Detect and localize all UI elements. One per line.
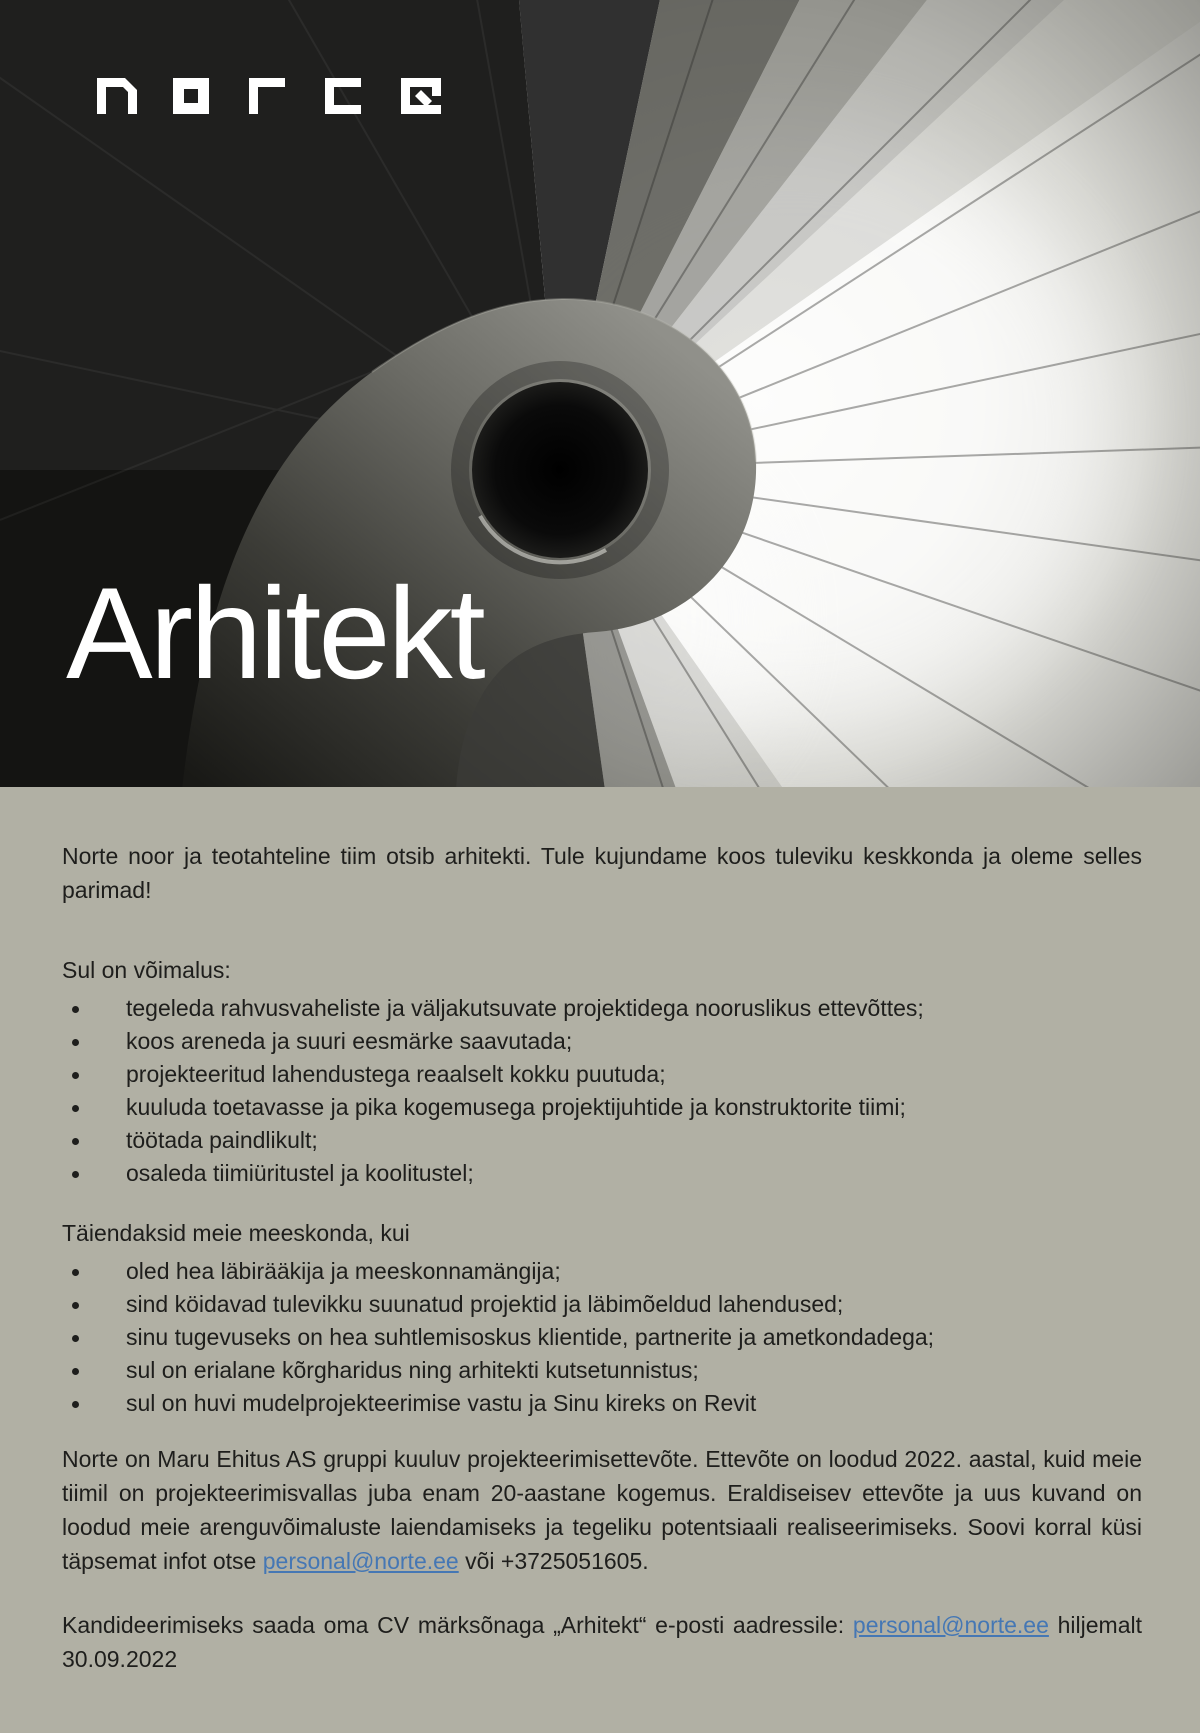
bullet-icon xyxy=(72,1269,79,1276)
logo-letter-e xyxy=(401,78,441,114)
intro-paragraph: Norte noor ja teotahteline tiim otsib arhitekti. Tule kujundame koos tuleviku keskkonda ja oleme selles parimad! xyxy=(62,843,1142,903)
list-item-text: sind köidavad tulevikku suunatud projektid ja läbimõeldud lahendused; xyxy=(126,1291,844,1317)
job-title: Arhitekt xyxy=(66,560,483,706)
list-item-text: oled hea läbirääkija ja meeskonnamängija; xyxy=(126,1258,561,1284)
team-fit-heading: Täiendaksid meie meeskonda, kui xyxy=(62,1220,410,1246)
list-item xyxy=(62,1354,1142,1387)
bullet-icon xyxy=(72,1302,79,1309)
list-item xyxy=(62,1058,1142,1091)
norte-logo xyxy=(97,78,441,114)
list-item xyxy=(62,992,1142,1025)
opportunities-list xyxy=(62,992,1142,1190)
apply-paragraph xyxy=(62,1608,1142,1676)
apply-text-after: hiljemalt 30.09.2022 xyxy=(62,1612,1142,1672)
email-link[interactable]: personal@norte.ee xyxy=(262,1548,459,1574)
apply-text-before: Kandideerimiseks saada oma CV märksõnaga „Arhitekt“ e-posti aadressile: xyxy=(62,1612,853,1638)
team-fit-list xyxy=(62,1255,1142,1420)
bullet-icon xyxy=(72,1138,79,1145)
list-item-text: koos areneda ja suuri eesmärke saavutada; xyxy=(126,1028,573,1054)
list-item xyxy=(62,1255,1142,1288)
bullet-icon xyxy=(72,1401,79,1408)
bullet-icon xyxy=(72,1368,79,1375)
logo-letter-t xyxy=(325,78,361,114)
list-item-text: sul on huvi mudelprojekteerimise vastu ja Sinu kireks on Revit xyxy=(126,1390,757,1416)
list-item xyxy=(62,1025,1142,1058)
list-item-text: sul on erialane kõrgharidus ning arhitekti kutsetunnistus; xyxy=(126,1357,699,1383)
list-item xyxy=(62,1288,1142,1321)
list-item-text: osaleda tiimiüritustel ja koolitustel; xyxy=(126,1160,474,1186)
list-item xyxy=(62,1321,1142,1354)
list-item xyxy=(62,1157,1142,1190)
bullet-icon xyxy=(72,1039,79,1046)
bullet-icon xyxy=(72,1335,79,1342)
opportunities-heading: Sul on võimalus: xyxy=(62,957,231,983)
about-text-before: Norte on Maru Ehitus AS gruppi kuuluv projekteerimisettevõte. Ettevõte on loodud 2022. aastal, kuid meie tiimil on projekteerimisvallas juba enam 20-aastane kogemus. Eraldiseisev ettevõte ja uus kuvand on loodud meie arenguvõimaluste laiendamiseks ja tegeliku potentsiaali realiseerimiseks. Soovi korral küsi täpsemat infot otse xyxy=(62,1446,1142,1574)
list-item-text: tegeleda rahvusvaheliste ja väljakutsuvate projektidega nooruslikus ettevõttes; xyxy=(126,995,924,1021)
list-item xyxy=(62,1124,1142,1157)
email-link[interactable]: personal@norte.ee xyxy=(852,1612,1049,1638)
bullet-icon xyxy=(72,1006,79,1013)
about-paragraph xyxy=(62,1442,1142,1578)
list-item xyxy=(62,1091,1142,1124)
hero-photo xyxy=(0,0,1200,787)
about-text-after: või +3725051605. xyxy=(458,1548,649,1574)
bullet-icon xyxy=(72,1105,79,1112)
logo-letter-o xyxy=(173,78,209,114)
norte-logo-wordmark xyxy=(97,78,441,114)
bullet-icon xyxy=(72,1171,79,1178)
job-description xyxy=(0,787,1200,1733)
list-item-text: kuuluda toetavasse ja pika kogemusega projektijuhtide ja konstruktorite tiimi; xyxy=(126,1094,906,1120)
list-item xyxy=(62,1387,1142,1420)
list-item-text: projekteeritud lahendustega reaalselt kokku puutuda; xyxy=(126,1061,666,1087)
center-hole xyxy=(472,382,648,558)
bullet-icon xyxy=(72,1072,79,1079)
list-item-text: sinu tugevuseks on hea suhtlemisoskus klientide, partnerite ja ametkondadega; xyxy=(126,1324,935,1350)
logo-letter-n xyxy=(97,78,137,114)
logo-letter-r xyxy=(249,78,285,114)
list-item-text: töötada paindlikult; xyxy=(126,1127,318,1153)
